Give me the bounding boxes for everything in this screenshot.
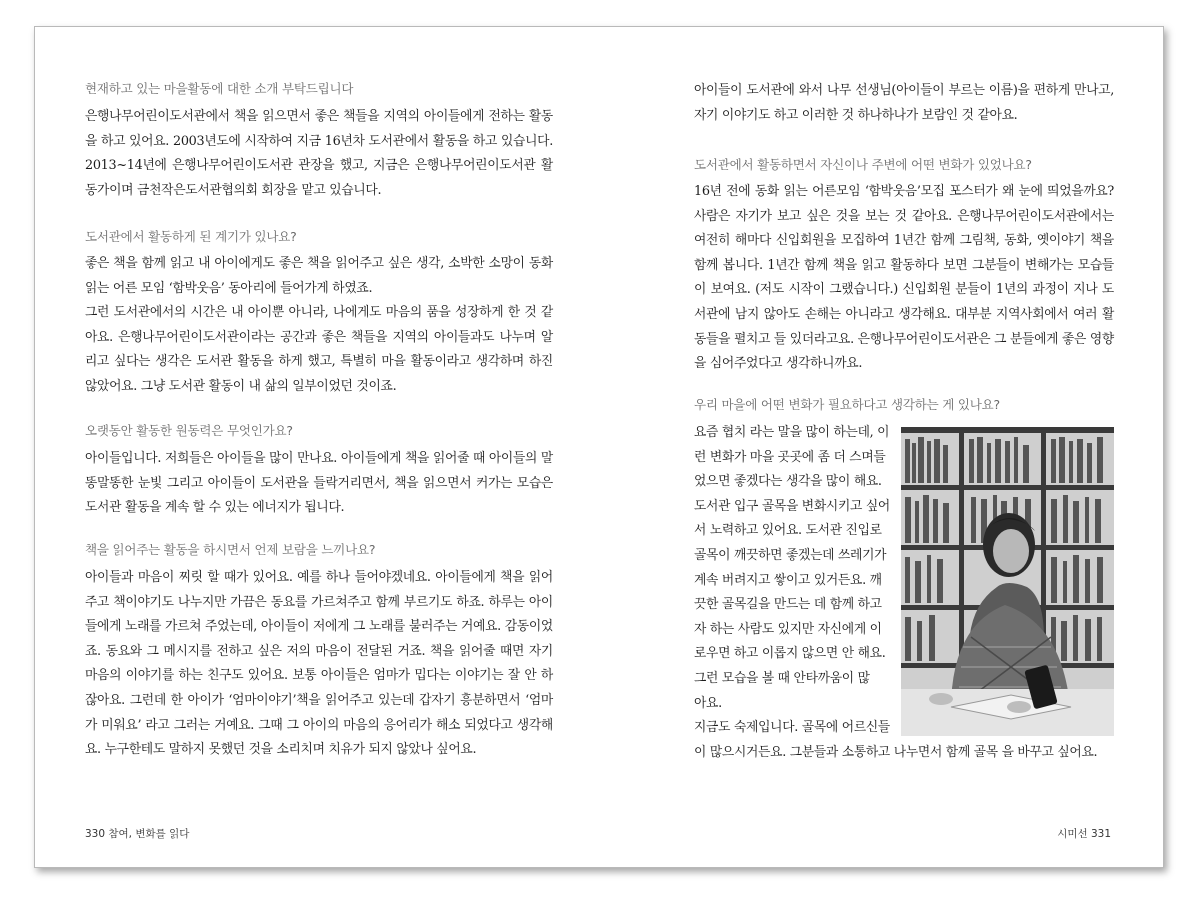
text-line: 아요. <box>694 695 722 711</box>
question-heading: 우리 마을에 어떤 변화가 필요하다고 생각하는 게 있나요? <box>694 397 1000 412</box>
answer-paragraph-tail: 이 많으시거든요. 그분들과 소통하고 나누면서 함께 골목 을 바꾸고 싶어요. <box>694 744 1098 760</box>
text-line: 끗한 골목길을 만드는 데 함께 하고 <box>694 597 882 613</box>
text-line: 계속 버려지고 쌓이고 있거든요. 깨 <box>694 572 882 588</box>
right-page <box>694 27 1114 867</box>
section-1 <box>85 79 553 203</box>
book-spread <box>34 26 1164 868</box>
question-heading: 도서관에서 활동하게 된 계기가 있나요? <box>85 229 297 244</box>
answer-paragraph: 은행나무어린이도서관에서 책을 읽으면서 좋은 책들을 지역의 아이들에게 전하는 활동을 하고 있어요. 2003년도에 시작하여 지금 16년차 도서관에서 활동을 하고 있습니다. 2013~14년에 은행나무어린이도서관 관장을 했고, 지금은 은행나무어린이도서관 활동가이며 금천작은도서관협의회 회장을 맡고 있습니다. <box>85 109 553 198</box>
page-footer-left: 330 참여, 변화를 읽다 <box>85 828 190 840</box>
section-5 <box>694 155 1114 377</box>
section-3 <box>85 421 553 521</box>
question-heading: 도서관에서 활동하면서 자신이나 주변에 어떤 변화가 있었나요? <box>694 157 1032 172</box>
answer-paragraph: 아이들입니다. 저희들은 아이들을 많이 만나요. 아이들에게 책을 읽어줄 때 아이들의 말똥말똥한 눈빛 그리고 아이들이 도서관을 들락거리면서, 책을 읽으면서 커가는 모습은 도서관 활동을 계속 할 수 있는 에너지가 됩니다. <box>85 451 553 516</box>
answer-paragraph: 좋은 책을 함께 읽고 내 아이에게도 좋은 책을 읽어주고 싶은 생각, 소박한 소망이 동화 읽는 어른 모임 ‘함박웃음’ 동아리에 들어가게 하였죠. <box>85 256 553 296</box>
section-4 <box>85 540 553 763</box>
question-heading: 현재하고 있는 마을활동에 대한 소개 부탁드립니다 <box>85 81 354 96</box>
answer-paragraph: 16년 전에 동화 읽는 어른모임 ‘함박웃음’모집 포스터가 왜 눈에 띄었을까요? 사람은 자기가 보고 싶은 것을 보는 것 같아요. 은행나무어린이도서관에서는 여전히 해마다 신입회원을 모집하여 1년간 함께 그림책, 동화, 옛이야기 책을 함께 봅니다. 1년간 함께 책을 읽고 활동하다 보면 그분들이 변해가는 모습들이 보여요. (저도 시작이 그랬습니다.) 신입회원 분들이 1년의 과정이 지나 도서관에 남지 않아도 손해는 아니라고 생각해요. 대부분 지역사회에서 여러 활동들을 펼치고 들 있더라고요. 은행나무어린이도서관은 그 분들에게 좋은 영향을 심어주었다고 생각하니까요. <box>694 184 1114 372</box>
section-2 <box>85 227 553 400</box>
answer-paragraph: 아이들과 마음이 찌릿 할 때가 있어요. 예를 하나 들어야겠네요. 아이들에게 책을 읽어주고 책이야기도 나누지만 가끔은 동요를 가르쳐주고 함께 부르기도 하죠. 하루는 아이들에게 노래를 가르쳐 주었는데, 아이들이 저에게 그 노래를 불러주는 거예요. 감동이었죠. 동요와 그 메시지를 전하고 싶은 저의 마음이 전달된 거죠. 책을 읽어줄 때면 자기 마음의 이야기를 하는 친구도 있어요. 보통 아이들은 엄마가 밉다는 이야기는 잘 안 하잖아요. 그런데 한 아이가 ‘엄마이야기’책을 읽어주고 있는데 갑자기 흥분하면서 ‘엄마가 미워요’ 라고 그러는 거예요. 그때 그 아이의 마음의 응어리가 해소 되었다고 생각해요. 누구한테도 말하지 못했던 것을 소리치며 치유가 되지 않았나 싶어요. <box>85 570 553 758</box>
answer-paragraph-wrapped <box>694 421 892 741</box>
page-footer-right: 시미선 331 <box>1057 828 1111 840</box>
question-heading: 오랫동안 활동한 원동력은 무엇인가요? <box>85 423 293 438</box>
continuation-text <box>694 79 1114 128</box>
text-line: 골목이 깨끗하면 좋겠는데 쓰레기가 <box>694 547 887 563</box>
text-line: 서 노력하고 있어요. 도서관 진입로 <box>694 523 882 539</box>
text-line: 었으면 좋겠다는 생각을 많이 해요. <box>694 474 882 490</box>
text-line: 로우면 하고 이롭지 않으면 안 해요. <box>694 646 886 662</box>
left-page <box>85 27 553 867</box>
text-line: 요즘 협치 라는 말을 많이 하는데, 이 <box>694 425 890 440</box>
question-heading: 책을 읽어주는 활동을 하시면서 언제 보람을 느끼나요? <box>85 542 376 557</box>
answer-paragraph: 아이들이 도서관에 와서 나무 선생님(아이들이 부르는 이름)을 편하게 만나고, 자기 이야기도 하고 이러한 것 하나하나가 보람인 것 같아요. <box>694 83 1114 123</box>
photo-illustration <box>901 427 1114 736</box>
text-line: 런 변화가 마을 곳곳에 좀 더 스며들 <box>694 449 886 465</box>
library-photo <box>901 427 1114 736</box>
text-line: 자 하는 사람도 있지만 자신에게 이 <box>694 621 882 637</box>
answer-paragraph: 그런 도서관에서의 시간은 내 아이뿐 아니라, 나에게도 마음의 품을 성장하게 한 것 같아요. 은행나무어린이도서관이라는 공간과 좋은 책들을 지역의 아이들과도 나누며 알리고 싶다는 생각은 도서관 활동을 하게 했고, 특별히 마을 활동이라고 생각하며 하진 않았어요. 그냥 도서관 활동이 내 삶의 일부이었던 것이죠. <box>85 305 553 394</box>
text-line: 그런 모습을 볼 때 안타까움이 많 <box>694 670 870 686</box>
text-line: 도서관 입구 골목을 변화시키고 싶어 <box>694 498 890 514</box>
text-line: 지금도 숙제입니다. 골목에 어르신들 <box>694 720 890 736</box>
